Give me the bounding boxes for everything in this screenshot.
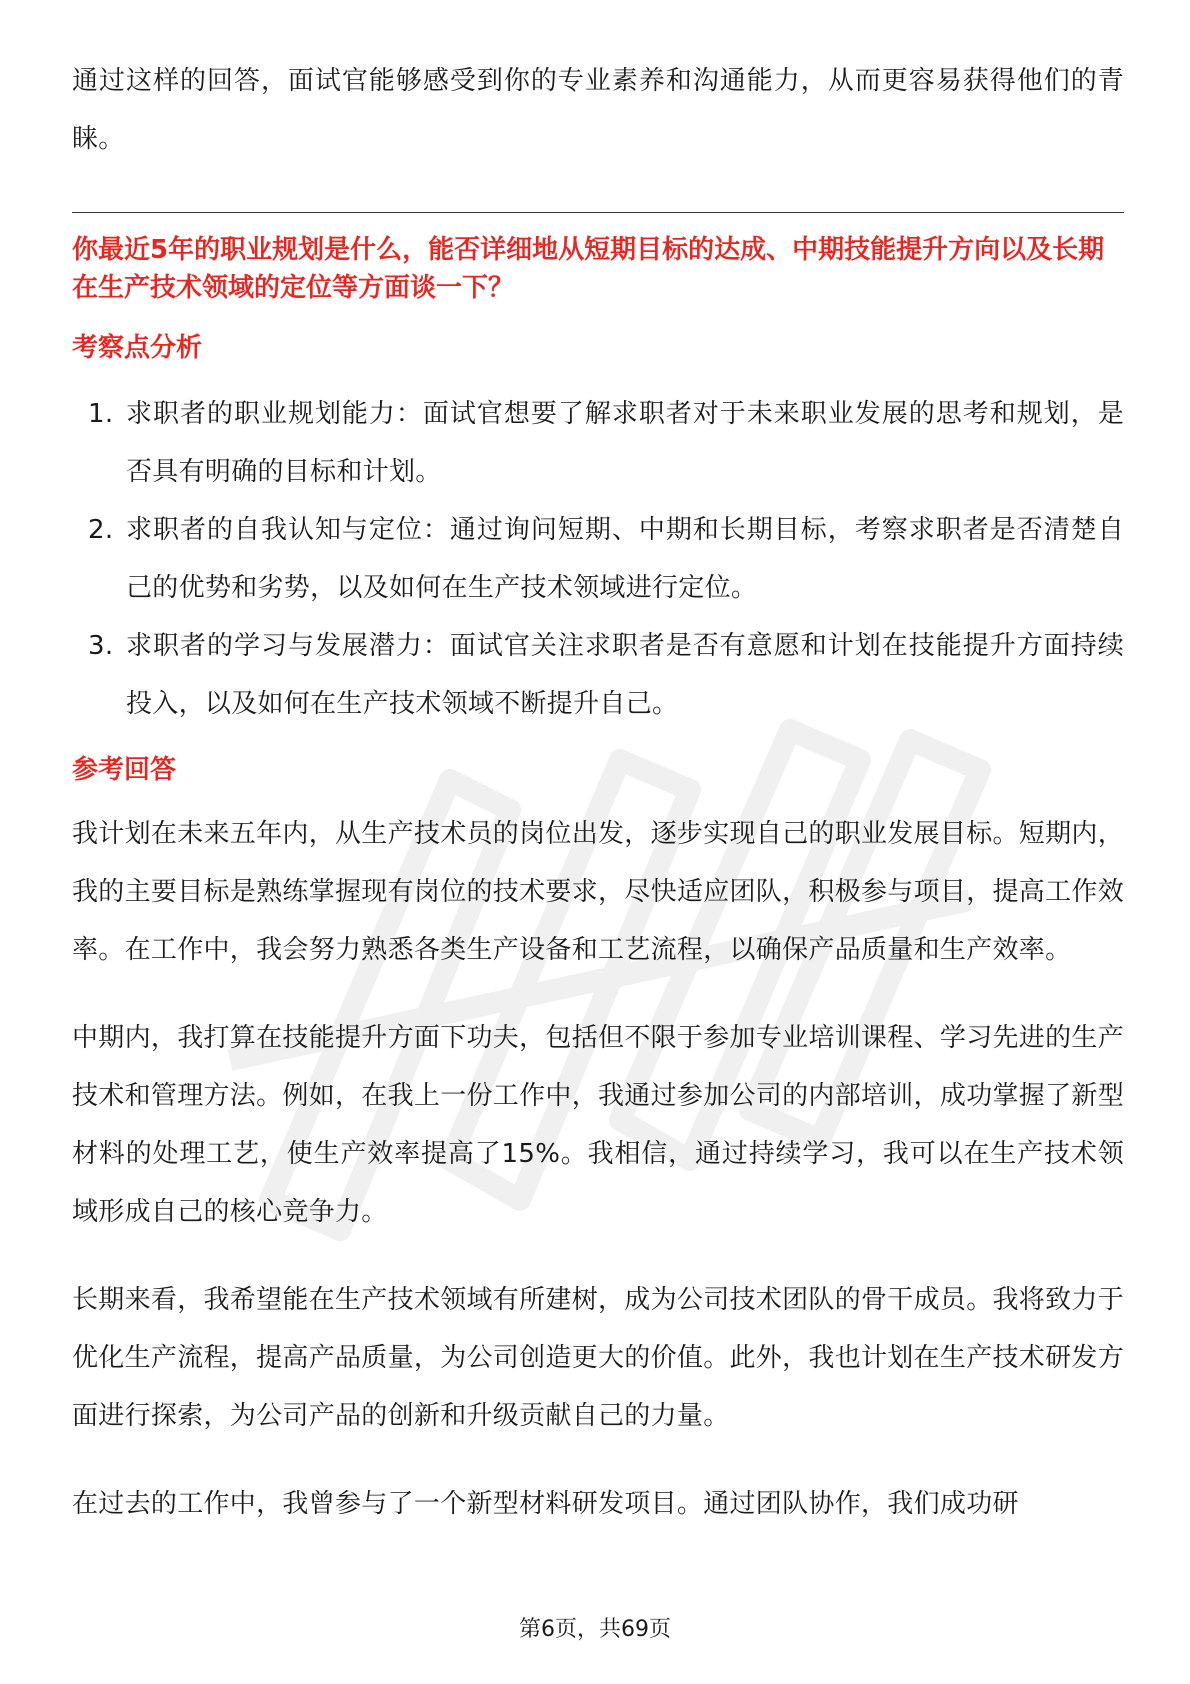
list-number: 2.: [88, 515, 114, 545]
analysis-heading: 考察点分析: [72, 333, 203, 363]
answer-paragraph: 我计划在未来五年内，从生产技术员的岗位出发，逐步实现自己的职业发展目标。短期内，我的主要目标是熟练掌握现有岗位的技术要求，尽快适应团队，积极参与项目，提高工作效率。在工作中，我会努力熟悉各类生产设备和工艺流程，以确保产品质量和生产效率。: [72, 819, 1125, 965]
list-text: 求职者的自我认知与定位：通过询问短期、中期和长期目标，考察求职者是否清楚自己的优势和劣势，以及如何在生产技术领域进行定位。: [126, 515, 1124, 603]
answer-paragraph: 在过去的工作中，我曾参与了一个新型材料研发项目。通过团队协作，我们成功研: [72, 1489, 1019, 1519]
page-number-footer: 第6页，共69页: [519, 1617, 671, 1642]
list-item: [72, 501, 1124, 617]
section-divider: [72, 212, 1124, 213]
answer-paragraph: 长期来看，我希望能在生产技术领域有所建树，成为公司技术团队的骨干成员。我将致力于优化生产流程，提高产品质量，为公司创造更大的价值。此外，我也计划在生产技术研发方面进行探索，为公司产品的创新和升级贡献自己的力量。: [72, 1285, 1125, 1431]
intro-paragraph: 通过这样的回答，面试官能够感受到你的专业素养和沟通能力，从而更容易获得他们的青睐。: [72, 66, 1124, 154]
document-page: [72, 52, 1124, 1563]
list-number: 1.: [88, 399, 114, 429]
analysis-list: [72, 385, 1124, 733]
list-text: 求职者的职业规划能力：面试官想要了解求职者对于未来职业发展的思考和规划，是否具有明确的目标和计划。: [126, 399, 1124, 487]
list-item: [72, 385, 1124, 501]
answer-heading: 参考回答: [72, 755, 177, 785]
question-title: 你最近5年的职业规划是什么，能否详细地从短期目标的达成、中期技能提升方向以及长期在生产技术领域的定位等方面谈一下？: [72, 235, 1105, 303]
list-text: 求职者的学习与发展潜力：面试官关注求职者是否有意愿和计划在技能提升方面持续投入，以及如何在生产技术领域不断提升自己。: [126, 631, 1124, 719]
answer-paragraph: 中期内，我打算在技能提升方面下功夫，包括但不限于参加专业培训课程、学习先进的生产技术和管理方法。例如，在我上一份工作中，我通过参加公司的内部培训，成功掌握了新型材料的处理工艺，使生产效率提高了15%。我相信，通过持续学习，我可以在生产技术领域形成自己的核心竞争力。: [72, 1023, 1125, 1227]
list-number: 3.: [88, 631, 114, 661]
list-item: [72, 617, 1124, 733]
